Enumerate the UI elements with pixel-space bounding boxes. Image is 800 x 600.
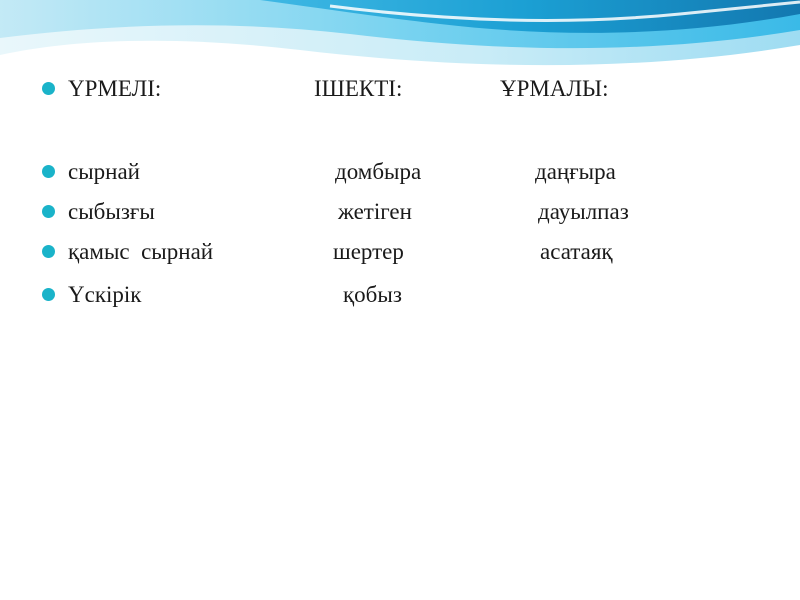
percussion-instrument: асатаяқ [540,239,613,264]
percussion-instrument: дауылпаз [538,199,629,224]
bullet-icon [42,245,55,258]
bullet-icon [42,165,55,178]
string-instrument: қобыз [343,282,402,307]
bullet-icon [42,82,55,95]
list-item [0,235,800,269]
percussion-instrument: даңғыра [535,159,616,184]
wind-instrument: Үскірік [68,282,142,307]
bullet-icon [42,288,55,301]
wind-instrument: сырнай [68,159,140,184]
wind-instrument: қамыс сырнай [68,239,214,264]
bullet-icon [42,205,55,218]
wind-instrument: сыбызғы [68,199,155,224]
list-item [0,195,800,229]
string-instrument: домбыра [335,159,422,184]
string-instrument: шертер [333,239,404,264]
category-string: ІШЕКТІ: [314,76,403,101]
header-row [0,72,800,106]
list-item [0,155,800,189]
list-item [0,278,800,312]
category-wind: ҮРМЕЛІ: [68,76,162,101]
string-instrument: жетіген [338,199,412,224]
category-percussion: ҰРМАЛЫ: [500,76,609,101]
